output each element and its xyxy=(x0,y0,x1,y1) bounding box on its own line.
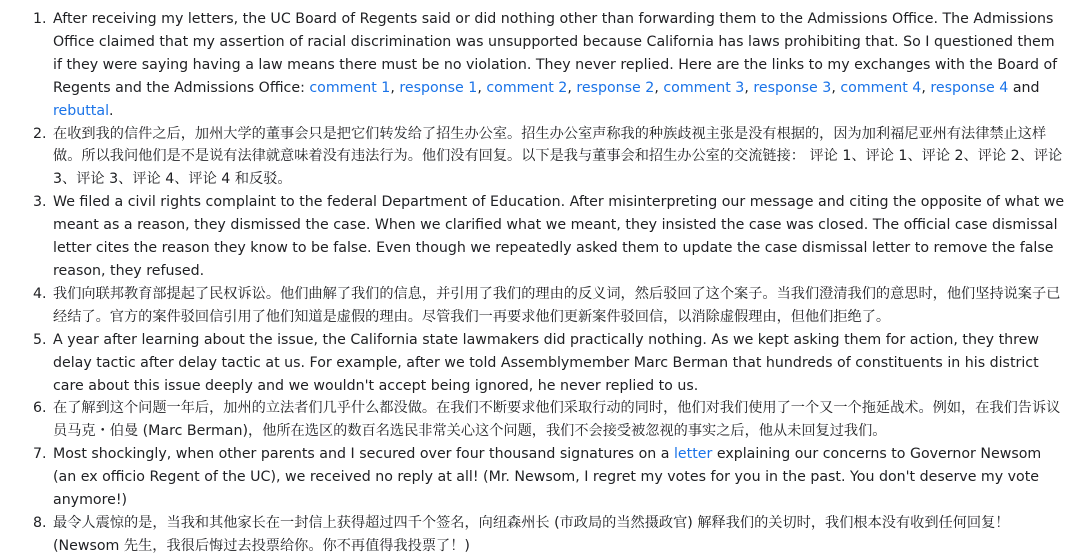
link-letter[interactable]: letter xyxy=(673,446,713,463)
link-response-4[interactable]: response 4 xyxy=(930,79,1009,96)
item-number: 3. xyxy=(33,194,47,211)
link-rebuttal[interactable]: rebuttal xyxy=(53,102,110,119)
list-item-6 xyxy=(33,397,1066,443)
list-item-8 xyxy=(33,512,1066,558)
link-response-1[interactable]: response 1 xyxy=(399,79,478,96)
link-comment-1[interactable]: comment 1 xyxy=(309,79,391,96)
link-response-2[interactable]: response 2 xyxy=(576,79,655,96)
list-item-7 xyxy=(33,443,1066,512)
list-item-2 xyxy=(33,123,1066,192)
item-number: 5. xyxy=(33,331,47,348)
item-text: Most shockingly, when other parents and I secured over four thousand signatures on a xyxy=(53,446,674,463)
item-text: We filed a civil rights complaint to the federal Department of Education. After misinterpreting our message and citing the opposite of what we meant as a reason, they dismissed the case. When we clarified what we meant, they insisted the case was closed. The official case dismissal letter cites the reason they know to be false. Even though we repeatedly asked them to update the case dismissal letter to remove the false reason, they refused. xyxy=(53,194,1065,279)
numbered-list xyxy=(33,8,1066,558)
link-response-3[interactable]: response 3 xyxy=(753,79,832,96)
link-comment-4[interactable]: comment 4 xyxy=(840,79,922,96)
item-number: 7. xyxy=(33,446,47,463)
item-text: 在收到我的信件之后，加州大学的董事会只是把它们转发给了招生办公室。招生办公室声称我的种族歧视主张是没有根据的，因为加利福尼亚州有法律禁止这样做。所以我问他们是不是说有法律就意味着没有违法行为。他们没有回复。以下是我与董事会和招生办公室的交流链接： 评论 1、评论 1、评论 2、评论 2、评论 3、评论 3、评论 4、评论 4 和反驳。 xyxy=(53,125,1063,188)
item-number: 1. xyxy=(33,11,47,27)
list-item-4 xyxy=(33,283,1066,329)
list-item-3 xyxy=(33,191,1066,283)
item-text: 在了解到这个问题一年后，加州的立法者们几乎什么都没做。在我们不断要求他们采取行动的同时，他们对我们使用了一个又一个拖延战术。例如，在我们告诉议员马克・伯曼 (Marc Berman)，他所在选区的数百名选民非常关心这个问题，我们不会接受被忽视的事实之后，他从未回复过我们。 xyxy=(53,400,1061,440)
list-item-1: 1. After receiving my letters, the UC Board of Regents said or did nothing other than forwarding them to the Admissions Office. The Admissions Office claimed that my assertion of racial discrimination was unsupported because California has laws prohibiting that. So I questioned them if they were saying having a law means there must be no violation. They never replied. Here are the links to my exchanges with the Board of Regents and the Admissions Office: comment 1, response 1, comment 2, response 2, comment 3, response 3, comment 4, response 4 and rebuttal. xyxy=(33,8,1066,123)
list-item-5 xyxy=(33,329,1066,398)
link-comment-2[interactable]: comment 2 xyxy=(486,79,568,96)
item-text: explaining our concerns to Governor Newsom (an ex officio Regent of the UC), we received no reply at all! (Mr. Newsom, I regret my votes for you in the past. You don't deserve my vote anymore!) xyxy=(53,446,1042,509)
item-text: 最令人震惊的是，当我和其他家长在一封信上获得超过四千个签名，向纽森州长 (市政局的当然摄政官) 解释我们的关切时，我们根本没有收到任何回复！ (Newsom 先生，我很后悔过去投票给你。你不再值得我投票了！) xyxy=(53,514,1010,554)
item-number: 4. xyxy=(33,285,47,302)
item-number: 2. xyxy=(33,125,47,142)
link-comment-3[interactable]: comment 3 xyxy=(663,79,745,96)
item-text: A year after learning about the issue, the California state lawmakers did practically nothing. As we kept asking them for action, they threw delay tactic after delay tactic at us. For example, after we told Assemblymember Marc Berman that hundreds of constituents in his district care about this issue deeply and we wouldn't accept being ignored, he never replied to us. xyxy=(53,331,1039,394)
item-text: 我们向联邦教育部提起了民权诉讼。他们曲解了我们的信息，并引用了我们的理由的反义词，然后驳回了这个案子。当我们澄清我们的意思时，他们坚持说案子已经结了。官方的案件驳回信引用了他们知道是虚假的理由。尽管我们一再要求他们更新案件驳回信，以消除虚假理由，但他们拒绝了。 xyxy=(53,285,1061,325)
item-text: After receiving my letters, the UC Board of Regents said or did nothing other than forwarding them to the Admissions Office. The Admissions Office claimed that my assertion of racial discrimination was unsupported because California has laws prohibiting that. So I questioned them if they were saying having a law means there must be no violation. They never replied. Here are the links to my exchanges with the Board of Regents and the Admissions Office: xyxy=(53,11,1058,96)
item-number: 8. xyxy=(33,514,47,531)
item-number: 6. xyxy=(33,400,47,417)
